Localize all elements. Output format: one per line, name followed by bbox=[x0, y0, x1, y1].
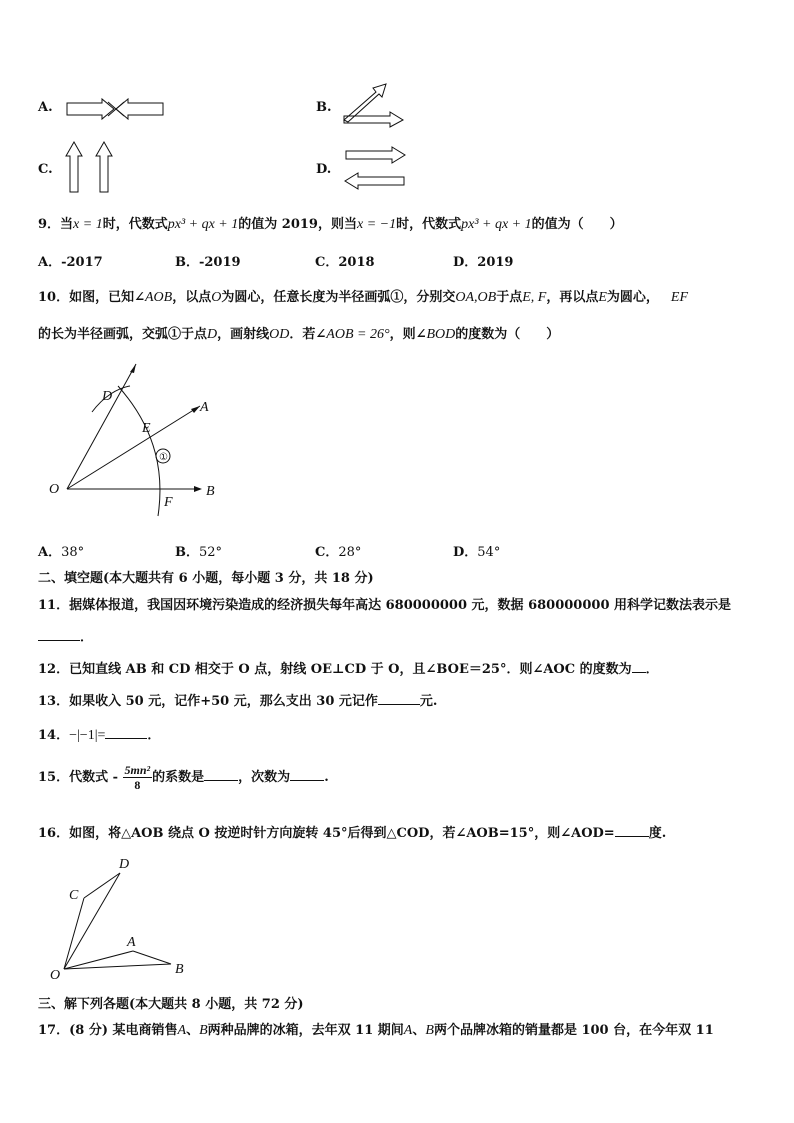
q10-option-a-label: A． bbox=[38, 545, 62, 560]
q10-option-a[interactable] bbox=[38, 541, 84, 560]
q15-denominator: 8 bbox=[134, 778, 141, 792]
q16-label-d: D bbox=[119, 857, 130, 872]
question-10-line-2 bbox=[38, 323, 559, 343]
q10-option-c-label: C． bbox=[315, 545, 339, 560]
section-2-heading: 二、填空题(本大题共有 6 小题，每小题 3 分，共 18 分) bbox=[38, 571, 374, 586]
q11-period: ． bbox=[80, 630, 94, 645]
q15-fraction bbox=[123, 763, 153, 792]
q10-label-e: E bbox=[142, 421, 151, 436]
section-3-heading: 三、解下列各题(本大题共 8 小题，共 72 分) bbox=[38, 997, 304, 1012]
q17-brand-b: B bbox=[199, 1023, 208, 1038]
option-d-label[interactable]: D. bbox=[316, 162, 332, 177]
q14-expression: −|−1|= bbox=[69, 728, 106, 743]
q17-text-2: 两种品牌的冰箱，去年双 11 期间 bbox=[207, 1023, 404, 1038]
q9-text-1: 9．当 bbox=[38, 217, 74, 232]
q10-text-1: 10．如图，已知∠ bbox=[38, 290, 145, 305]
option-a-figure bbox=[66, 98, 166, 120]
option-c-label[interactable]: C. bbox=[38, 162, 53, 177]
q15-coefficient-blank[interactable] bbox=[204, 768, 238, 781]
q10-e: E bbox=[598, 290, 607, 305]
q10-text-11: 的度数为（ ） bbox=[455, 327, 560, 342]
q10-d: D bbox=[207, 327, 218, 342]
q10-e-f: E, F bbox=[522, 290, 547, 305]
q17-brand-a-2: A bbox=[403, 1023, 413, 1038]
q13-text: 13．如果收入 50 元，记作+50 元，那么支出 30 元记作 bbox=[38, 694, 378, 709]
q9-option-b[interactable]: B．-2019 bbox=[175, 255, 241, 270]
q10-arc-label: ① bbox=[159, 452, 168, 463]
q10-label-a: A bbox=[200, 400, 209, 415]
q10-text-6: 为圆心， bbox=[606, 290, 659, 305]
q10-text-2: ，以点 bbox=[172, 290, 212, 305]
q10-option-d-label: D． bbox=[453, 545, 478, 560]
q10-option-d[interactable] bbox=[453, 541, 500, 560]
q9-option-c[interactable]: C．2018 bbox=[315, 255, 375, 270]
q10-option-d-value: 54° bbox=[477, 545, 501, 560]
question-11-line-1: 11．据媒体报道，我国因环境污染造成的经济损失每年高达 680000000 元，数据 680000000 用科学记数法表示是 bbox=[38, 598, 732, 613]
q15-numerator: 5mn² bbox=[124, 763, 151, 777]
question-13 bbox=[38, 690, 437, 709]
q9-expression-2: px³ + qx + 1 bbox=[461, 217, 532, 232]
q9-text-2: 时，代数式 bbox=[102, 217, 168, 232]
q16-label-b: B bbox=[175, 962, 184, 977]
q12-answer-blank[interactable] bbox=[632, 660, 646, 673]
q10-text-10: ，则∠ bbox=[389, 327, 427, 342]
q10-text-5: ，再以点 bbox=[546, 290, 599, 305]
q10-oa-ob: OA,OB bbox=[455, 290, 497, 305]
q10-label-o: O bbox=[49, 482, 60, 497]
q15-text-1: 15．代数式 - bbox=[38, 770, 119, 785]
option-b-label[interactable]: B. bbox=[316, 100, 332, 115]
q10-label-b: B bbox=[206, 484, 215, 499]
q9-option-a[interactable]: A．-2017 bbox=[38, 255, 103, 270]
q17-sep-2: 、 bbox=[412, 1023, 426, 1038]
question-15 bbox=[38, 763, 329, 792]
q10-label-d: D bbox=[102, 389, 113, 404]
q17-brand-b-2: B bbox=[425, 1023, 434, 1038]
q16-figure bbox=[44, 852, 204, 984]
q10-given-angle: AOB = 26° bbox=[326, 327, 390, 342]
q15-degree-blank[interactable] bbox=[290, 768, 324, 781]
q10-aob: AOB bbox=[144, 290, 173, 305]
q10-option-b-label: B． bbox=[175, 545, 199, 560]
q10-text-4: 于点 bbox=[496, 290, 523, 305]
q10-label-f: F bbox=[164, 495, 173, 510]
q9-option-d[interactable]: D．2019 bbox=[453, 255, 514, 270]
question-10-line-1 bbox=[38, 286, 688, 306]
q14-number: 14． bbox=[38, 728, 70, 743]
q15-text-3: ，次数为 bbox=[238, 770, 291, 785]
question-14 bbox=[38, 724, 160, 744]
q16-label-o: O bbox=[50, 968, 61, 983]
q9-x-equals-neg1: x = −1 bbox=[356, 217, 397, 232]
q14-period: ． bbox=[147, 728, 161, 743]
question-17 bbox=[38, 1019, 714, 1039]
question-11-line-2 bbox=[38, 626, 93, 645]
q10-o: O bbox=[211, 290, 222, 305]
q10-text-3: 为圆心，任意长度为半径画弧①，分别交 bbox=[221, 290, 456, 305]
q10-bod: BOD bbox=[426, 327, 456, 342]
q16-label-c: C bbox=[69, 888, 79, 903]
q16-answer-blank[interactable] bbox=[615, 824, 649, 837]
q10-text-7: 的长为半径画弧，交弧①于点 bbox=[38, 327, 208, 342]
q10-figure bbox=[40, 356, 240, 526]
q9-text-5: 的值为（ ） bbox=[531, 217, 623, 232]
q9-expression: px³ + qx + 1 bbox=[167, 217, 239, 232]
q10-option-c-value: 28° bbox=[338, 545, 362, 560]
q16-text: 16．如图，将△AOB 绕点 O 按逆时针方向旋转 45°后得到△COD，若∠AOB=15°，则∠AOD= bbox=[38, 826, 615, 841]
option-a-label[interactable]: A. bbox=[38, 100, 53, 115]
q10-text-8: ，画射线 bbox=[217, 327, 270, 342]
q10-od: OD bbox=[269, 327, 290, 342]
q13-suffix: 元. bbox=[419, 694, 438, 709]
q13-answer-blank[interactable] bbox=[378, 692, 420, 705]
question-9 bbox=[38, 213, 623, 233]
q10-option-b-value: 52° bbox=[199, 545, 223, 560]
q9-x-equals-1: x = 1 bbox=[73, 217, 103, 232]
q10-option-c[interactable] bbox=[315, 541, 361, 560]
q17-text-3: 两个品牌冰箱的销量都是 100 台，在今年双 11 bbox=[433, 1023, 714, 1038]
q17-brand-a: A bbox=[177, 1023, 187, 1038]
q11-answer-blank[interactable] bbox=[38, 628, 80, 641]
option-b-figure bbox=[340, 82, 406, 128]
q15-text-2: 的系数是 bbox=[152, 770, 205, 785]
option-d-figure bbox=[340, 145, 410, 191]
q10-ef: EF bbox=[670, 290, 689, 305]
q17-sep-1: 、 bbox=[186, 1023, 200, 1038]
q9-text-4: 时，代数式 bbox=[396, 217, 462, 232]
q16-suffix: 度. bbox=[648, 826, 667, 841]
q15-period: . bbox=[324, 770, 329, 785]
q12-text: 12．已知直线 AB 和 CD 相交于 O 点，射线 OE⊥CD 于 O，且∠BOE＝25°．则∠AOC 的度数为 bbox=[38, 662, 632, 677]
q9-text-3: 的值为 2019，则当 bbox=[238, 217, 357, 232]
q14-answer-blank[interactable] bbox=[105, 726, 147, 739]
q17-text-1: 17．(8 分) 某电商销售 bbox=[38, 1023, 178, 1038]
q10-option-a-value: 38° bbox=[61, 545, 85, 560]
option-c-figure bbox=[62, 140, 122, 194]
q16-label-a: A bbox=[127, 935, 136, 950]
q12-period: ． bbox=[645, 662, 659, 677]
q10-text-9: ．若∠ bbox=[289, 327, 327, 342]
question-16 bbox=[38, 822, 666, 841]
question-12 bbox=[38, 658, 659, 677]
q10-option-b[interactable] bbox=[175, 541, 222, 560]
